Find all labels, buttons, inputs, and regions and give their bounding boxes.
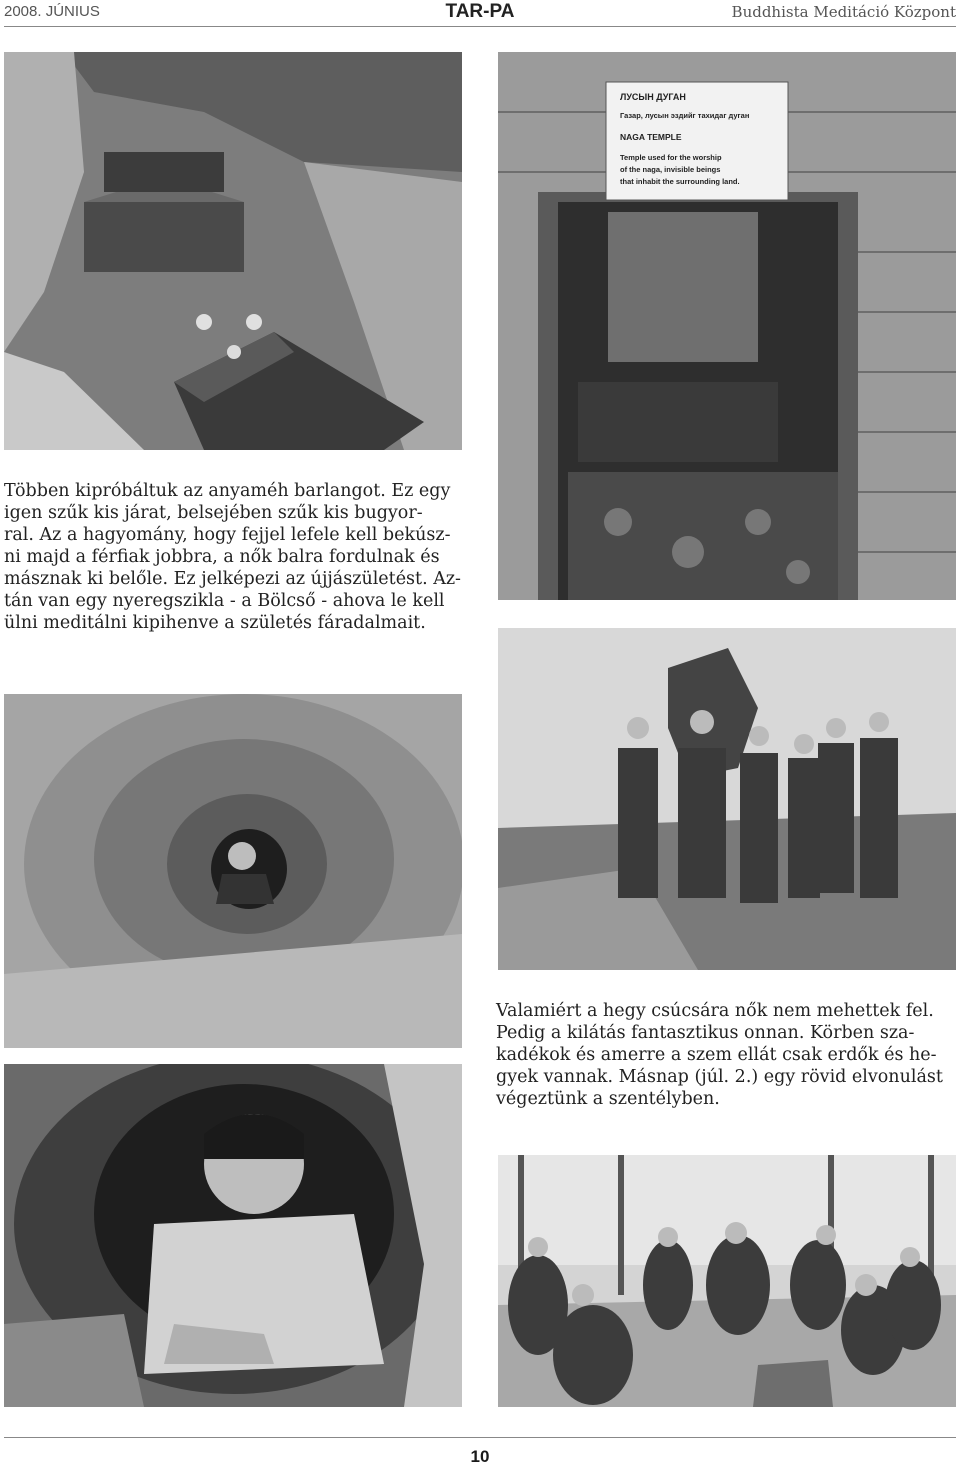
monastery-aerial-photo bbox=[4, 52, 462, 450]
text-line: ral. Az a hagyomány, hogy fejjel lefele kell bekúsz- bbox=[4, 525, 451, 545]
text-line: Pedig a kilátás fantasztikus onnan. Körben sza- bbox=[496, 1023, 915, 1043]
text-line: ni majd a férfiak jobbra, a nők balra fordulnak és bbox=[4, 547, 440, 567]
page-number: 10 bbox=[470, 1447, 490, 1466]
sign-title-mongolian: ЛУСЫН ДУГАН bbox=[620, 92, 686, 102]
text-line: igen szűk kis járat, belsejében szűk kis bugyor- bbox=[4, 503, 423, 523]
text-line: végeztünk a szentélyben. bbox=[496, 1089, 720, 1109]
cave-paragraph bbox=[4, 480, 462, 634]
footer-rule bbox=[4, 1437, 956, 1438]
group-on-hill-photo bbox=[498, 628, 956, 970]
sign-text-line3: that inhabit the surrounding land. bbox=[620, 177, 740, 186]
text-line: Többen kipróbáltuk az anyaméh barlangot. Ez egy bbox=[4, 481, 451, 501]
newsletter-title: TAR-PA bbox=[445, 1, 515, 22]
meditation-sanctuary-photo bbox=[498, 1155, 956, 1407]
organization-name: Buddhista Meditáció Központ bbox=[731, 3, 956, 21]
text-line: Valamiért a hegy csúcsára nők nem mehettek fel. bbox=[496, 1001, 934, 1021]
hilltop-paragraph bbox=[496, 1000, 956, 1110]
woman-in-cave-photo bbox=[4, 1064, 462, 1407]
text-line: gyek vannak. Másnap (júl. 2.) egy rövid elvonulást bbox=[496, 1067, 943, 1087]
sign-text-line2: of the naga, invisible beings bbox=[620, 165, 721, 174]
sign-subtitle-mongolian: Газар, лусын эздийг тахидаг дуган bbox=[620, 111, 750, 120]
sign-title-english: NAGA TEMPLE bbox=[620, 132, 682, 142]
naga-temple-photo bbox=[498, 52, 956, 600]
text-line: ülni meditálni kipihenve a születés fáradalmait. bbox=[4, 613, 426, 633]
cave-tunnel-man-photo bbox=[4, 694, 462, 1048]
sign-text-line1: Temple used for the worship bbox=[620, 153, 722, 162]
text-line: másznak ki belőle. Ez jelképezi az újjászületést. Az- bbox=[4, 569, 461, 589]
header-rule bbox=[4, 26, 956, 27]
text-line: kadékok és amerre a szem ellát csak erdők és he- bbox=[496, 1045, 937, 1065]
issue-date: 2008. JÚNIUS bbox=[4, 3, 100, 20]
text-line: tán van egy nyeregszikla - a Bölcső - ahova le kell bbox=[4, 591, 445, 611]
